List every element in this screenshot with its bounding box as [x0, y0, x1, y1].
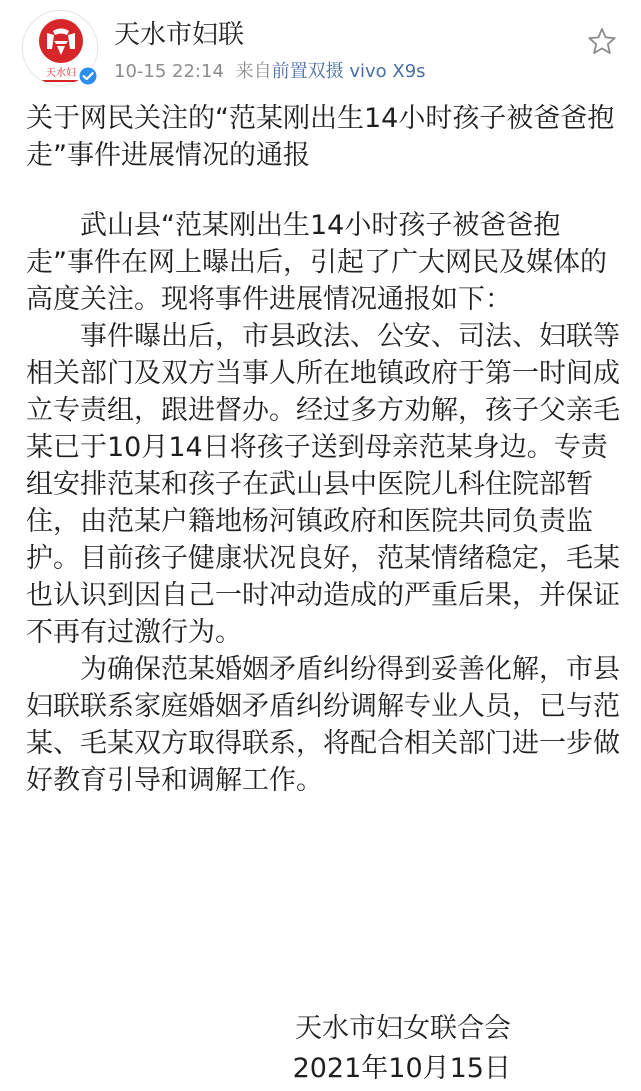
star-icon[interactable]: [585, 25, 619, 59]
signature-org: 天水市妇女联合会: [295, 1013, 511, 1044]
post-meta: [114, 60, 426, 84]
source-prefix: 来自: [235, 61, 272, 82]
device-link[interactable]: 前置双摄 vivo X9s: [271, 61, 426, 82]
post-time: 10-15 22:14: [114, 61, 224, 82]
paragraph-3: 为确保范某婚姻矛盾纠纷得到妥善化解，市县妇联联系家庭婚姻矛盾纠纷调解专业人员，已与范某、毛某双方取得联系，将配合相关部门进一步做好教育引导和调解工作。: [26, 654, 620, 796]
avatar[interactable]: [22, 10, 98, 86]
avatar-text: 天水妇: [46, 68, 76, 79]
paragraph-1: 武山县“范某刚出生14小时孩子被爸爸抱走”事件在网上曝出后，引起了广大网民及媒体的高度关注。现将事件进展情况通报如下：: [26, 210, 607, 315]
verified-badge-icon: [77, 65, 99, 87]
post-body: [26, 100, 626, 799]
account-name[interactable]: 天水市妇联: [114, 20, 245, 50]
post-header: [0, 0, 641, 92]
signature: [293, 1009, 511, 1089]
signature-date: 2021年10月15日: [292, 1053, 511, 1084]
post-title: 关于网民关注的“范某刚出生14小时孩子被爸爸抱走”事件进展情况的通报: [26, 103, 615, 171]
paragraph-2: 事件曝出后，市县政法、公安、司法、妇联等相关部门及双方当事人所在地镇政府于第一时间成立专责组，跟进督办。经过多方劝解，孩子父亲毛某已于10月14日将孩子送到母亲范某身边。专责组安排范某和孩子在武山县中医院儿科住院部暂住，由范某户籍地杨河镇政府和医院共同负责监护。目前孩子健康状况良好，范某情绪稳定，毛某也认识到因自己一时冲动造成的严重后果，并保证不再有过激行为。: [26, 321, 620, 648]
